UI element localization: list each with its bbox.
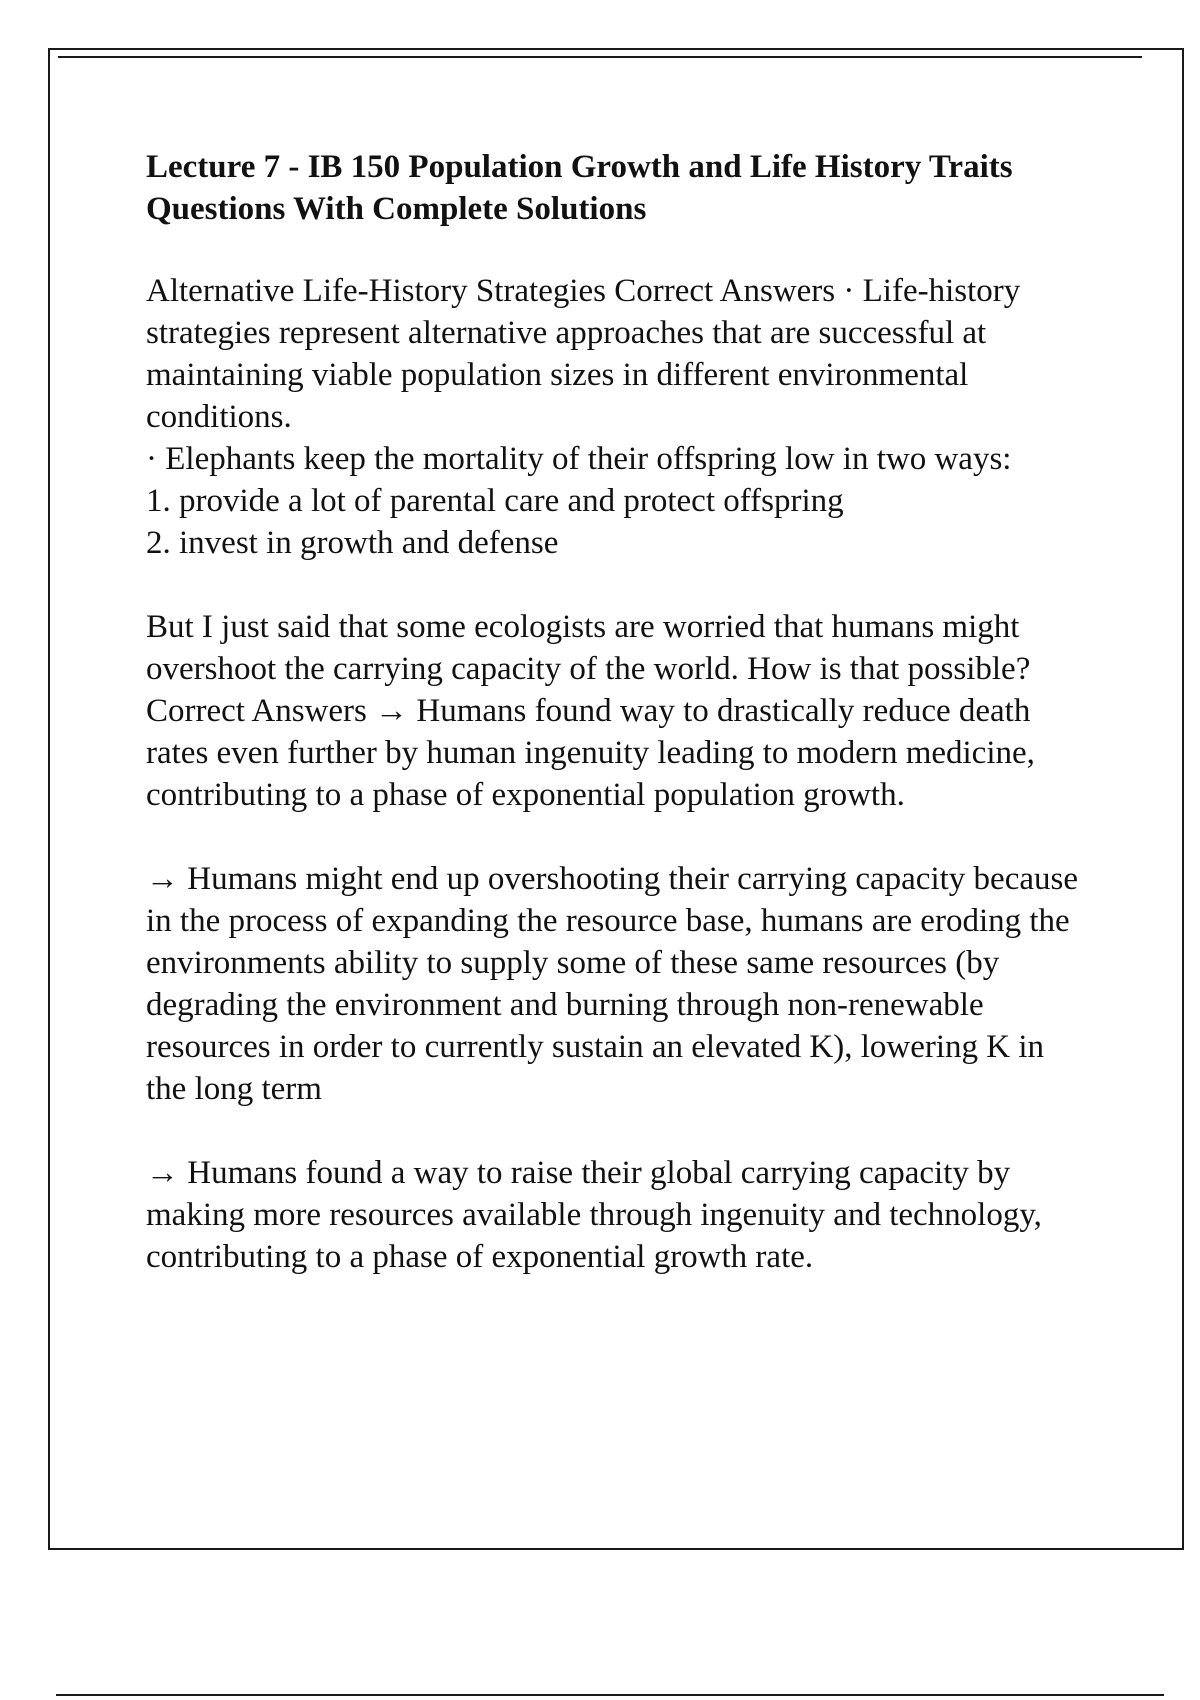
paragraph-overshoot-question: [146, 606, 1086, 816]
list-item: 1. provide a lot of parental care and protect offspring: [146, 483, 844, 519]
document-body: [146, 146, 1086, 1320]
top-rule: [58, 56, 1142, 58]
paragraph-line: Alternative Life-History Strategies Correct Answers · Life-history strategies represent alternative approaches that are successful at maintaining viable population sizes in different environmental conditions.: [146, 273, 1021, 435]
paragraph-line: But I just said that some ecologists are worried that humans might overshoot the carrying capacity of the world. How is that possible? Correct Answers → Humans found way to drastically reduce death rates even further by human ingenuity leading to modern medicine, contributing to a phase of exponential population growth.: [146, 609, 1035, 813]
paragraph-line: → Humans found a way to raise their global carrying capacity by making more resources available through ingenuity and technology, contributing to a phase of exponential growth rate.: [146, 1155, 1042, 1275]
bottom-rule: [56, 1694, 1164, 1696]
paragraph-alternative-strategies: [146, 270, 1086, 564]
paragraph-line: · Elephants keep the mortality of their offspring low in two ways:: [146, 441, 1012, 477]
document-title: Lecture 7 - IB 150 Population Growth and Life History Traits Questions With Complete Solutions: [146, 149, 1013, 227]
list-item: 2. invest in growth and defense: [146, 525, 559, 561]
paragraph-carrying-capacity: [146, 1152, 1086, 1278]
paragraph-overshoot-answer: [146, 858, 1086, 1110]
paragraph-line: → Humans might end up overshooting their carrying capacity because in the process of expanding the resource base, humans are eroding the environments ability to supply some of these same resources (by degrading the environment and burning through non-renewable resources in order to currently sustain an elevated K), lowering K in the long term: [146, 861, 1078, 1107]
